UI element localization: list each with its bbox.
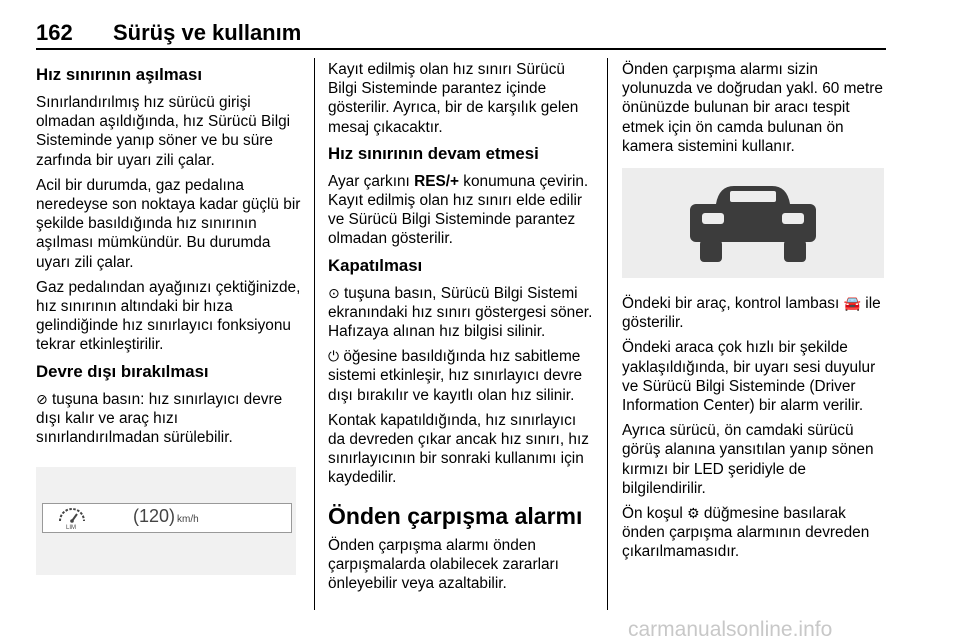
speed-limiter-icon: [55, 506, 89, 530]
vehicle-ahead-small-icon: 🚘: [843, 295, 861, 312]
paragraph-text: ile gösterilir.: [622, 295, 881, 332]
paragraph-text: tuşuna basın: hız sınırlayıcı devre dışı kalır ve araç hızı sınırlandırılmadan sürülebilir.: [36, 390, 283, 447]
stored-speed-value: [133, 507, 199, 529]
paragraph: Kontak kapatıldığında, hız sınırlayıcı da devreden çıkar ancak hız sınırı, hız sınırlayıcının bir sonraki kullanımı için kaydedilir.: [328, 411, 589, 487]
heading-resume: Hız sınırının devam etmesi: [328, 143, 539, 163]
paragraph: [36, 390, 302, 448]
paragraph: [328, 347, 596, 405]
speed-limiter-button-icon: ⊙: [328, 284, 340, 301]
lim-label: LIM: [66, 525, 77, 531]
watermark: carmanualsonline.info: [628, 618, 833, 641]
heading-deactivation: Devre dışı bırakılması: [36, 361, 209, 381]
heading-forward-collision-alert: Önden çarpışma alarmı: [328, 502, 583, 529]
speed-unit: km/h: [177, 514, 199, 526]
page-header-title: Sürüş ve kullanım: [113, 20, 302, 45]
heading-switch-off: Kapatılması: [328, 255, 423, 275]
column-1: [36, 60, 302, 575]
speed-limiter-display: [42, 503, 292, 533]
paragraph: Gaz pedalından ayağınızı çektiğinizde, hız sınırının altındaki bir hıza gelindiğinde hız sınırlayıcı fonksiyonu tekrar etkinleştirilir.: [36, 278, 301, 354]
paragraph: Önden çarpışma alarmı önden çarpışmalarda olabilecek zararları önleyebilir veya azaltabilir.: [328, 536, 559, 593]
paragraph: Kayıt edilmiş olan hız sınırı Sürücü Bilgi Sisteminde parantez içinde gösterilir. Ayrıca, bir de karşılık gelen mesaj çıkacaktır.: [328, 61, 579, 136]
column-divider-1: [314, 58, 315, 610]
paragraph: Sınırlandırılmış hız sürücü girişi olmadan aşıldığında, hız Sürücü Bilgi Sisteminde yanıp söner ve bu süre zarfında bir uyarı zili çalar.: [36, 94, 291, 169]
column-2: [328, 60, 596, 599]
paragraph: Ayrıca sürücü, ön camdaki sürücü görüş alanına yansıtılan yanıp sönen kırmızı bir LED şeridiyle de bilgilendirilir.: [622, 422, 874, 497]
key-res: RES/+: [414, 172, 460, 190]
page-number: 162: [36, 20, 73, 45]
paragraph: [328, 284, 596, 342]
paragraph-text: konumuna çevirin. Kayıt edilmiş olan hız sınırı elde edilir ve Sürücü Bilgi Sisteminde parantez olmadan gösterilir.: [328, 172, 589, 248]
vehicle-ahead-icon: [622, 168, 884, 278]
speed-limiter-display-illustration: [36, 467, 296, 575]
paragraph: [622, 294, 890, 332]
paragraph-text: Ayar çarkını: [328, 172, 415, 190]
paragraph: [622, 504, 890, 562]
paragraph-text: Ön koşul: [622, 505, 688, 523]
paragraph-text: Öndeki bir araç, kontrol lambası: [622, 295, 844, 313]
paragraph-text: öğesine basıldığında hız sabitleme sistemi etkinleşir, hız sınırlayıcı devre dışı bırakılır ve kayıtlı olan hız silinir.: [328, 348, 583, 404]
paragraph-text: tuşuna basın, Sürücü Bilgi Sistemi ekranındaki hız sınırı göstergesi söner. Hafızaya alınan hız bilgisi silinir.: [328, 284, 593, 341]
column-3: [622, 60, 890, 568]
paragraph: Öndeki araca çok hızlı bir şekilde yaklaşıldığında, bir uyarı sesi duyulur ve Sürücü Bilgi Sisteminde (Driver Information Center) bir alarm verilir.: [622, 339, 876, 415]
paragraph: [328, 172, 596, 249]
paragraph: Acil bir durumda, gaz pedalına neredeyse son noktaya kadar güçlü bir şekilde basıldığında hız sınırının aşılması mümkündür. Bu durumda uyarı zili çalar.: [36, 176, 301, 271]
speed-value: (120): [133, 506, 176, 527]
heading-speed-exceeded: Hız sınırının aşılması: [36, 65, 203, 84]
header-rule: [36, 48, 886, 50]
collision-alert-button-icon: ⚙: [687, 505, 700, 522]
paragraph: Önden çarpışma alarmı sizin yolunuzda ve doğrudan yakl. 60 metre önünüzde bulunan bir aracı tespit etmek için ön camda bulunan ön kamera sistemini kullanır.: [622, 61, 883, 155]
cruise-control-button-icon: ⏻: [328, 348, 340, 365]
cancel-cruise-icon: ⊘: [36, 390, 48, 407]
paragraph-text: düğmesine basılarak önden çarpışma alarmının devreden çıkarılmamasıdır.: [622, 505, 870, 561]
vehicle-ahead-indicator-illustration: [622, 168, 884, 278]
column-divider-2: [607, 58, 608, 610]
